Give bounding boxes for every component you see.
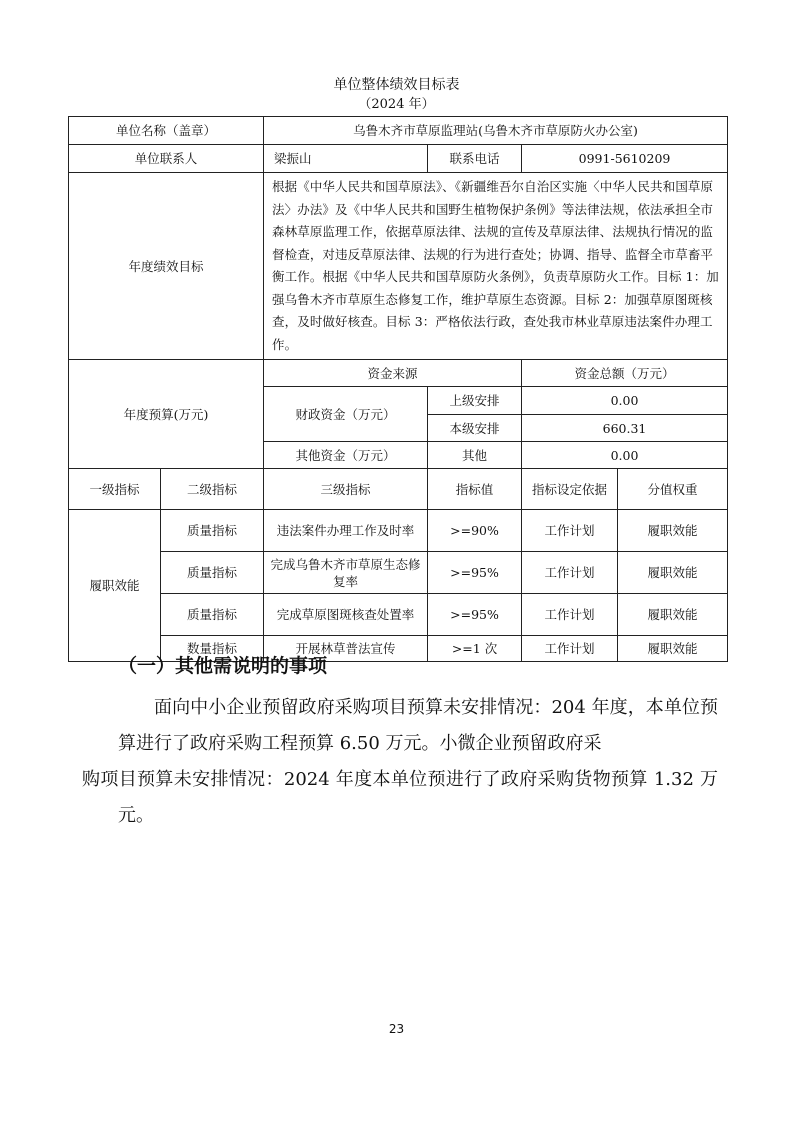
other-fund-sub: 其他 xyxy=(428,442,522,469)
indicator-weight: 履职效能 xyxy=(618,636,728,662)
page-number: 23 xyxy=(388,1022,405,1036)
body-paragraph xyxy=(82,690,718,834)
fund-source-header: 资金来源 xyxy=(264,360,522,387)
unit-name-label: 单位名称（盖章） xyxy=(69,117,264,145)
indicator-basis: 工作计划 xyxy=(522,594,618,636)
level2-indicator: 质量指标 xyxy=(161,510,264,552)
indicator-basis: 工作计划 xyxy=(522,636,618,662)
indicator-value: >=95% xyxy=(428,594,522,636)
level2-indicator: 数量指标 xyxy=(161,636,264,662)
indicator-weight: 履职效能 xyxy=(618,510,728,552)
indicator-weight: 履职效能 xyxy=(618,594,728,636)
contact-label: 单位联系人 xyxy=(69,145,264,173)
fund-total-header: 资金总额（万元） xyxy=(522,360,728,387)
header-basis: 指标设定依据 xyxy=(522,469,618,510)
indicator-value: >=95% xyxy=(428,552,522,594)
level3-indicator: 开展林草普法宣传 xyxy=(264,636,428,662)
indicator-value: >=90% xyxy=(428,510,522,552)
level3-indicator: 违法案件办理工作及时率 xyxy=(264,510,428,552)
other-fund-label: 其他资金（万元） xyxy=(264,442,428,469)
own-allocation-label: 本级安排 xyxy=(428,415,522,442)
header-level2: 二级指标 xyxy=(161,469,264,510)
fiscal-fund-label: 财政资金（万元） xyxy=(264,387,428,442)
phone-value: 0991-5610209 xyxy=(522,145,728,173)
indicator-weight: 履职效能 xyxy=(618,552,728,594)
phone-label: 联系电话 xyxy=(428,145,522,173)
indicator-basis: 工作计划 xyxy=(522,552,618,594)
table-title: 单位整体绩效目标表 xyxy=(333,77,460,93)
indicator-basis: 工作计划 xyxy=(522,510,618,552)
header-weight: 分值权重 xyxy=(618,469,728,510)
body-paragraph-line2: 购项目预算未安排情况：2024 年度本单位预进行了政府采购货物预算 1.32 万元。 xyxy=(82,769,718,826)
indicator-value: >=1 次 xyxy=(428,636,522,662)
upper-allocation-value: 0.00 xyxy=(522,387,728,415)
other-fund-value: 0.00 xyxy=(522,442,728,469)
level2-indicator: 质量指标 xyxy=(161,552,264,594)
level2-indicator: 质量指标 xyxy=(161,594,264,636)
header-level3: 三级指标 xyxy=(264,469,428,510)
table-year: （2024 年） xyxy=(358,97,435,112)
annual-budget-label: 年度预算(万元) xyxy=(69,360,264,469)
header-value: 指标值 xyxy=(428,469,522,510)
upper-allocation-label: 上级安排 xyxy=(428,387,522,415)
unit-name-value: 乌鲁木齐市草原监理站(乌鲁木齐市草原防火办公室) xyxy=(264,117,728,145)
header-level1: 一级指标 xyxy=(69,469,161,510)
annual-goal-label: 年度绩效目标 xyxy=(69,173,264,360)
performance-target-table xyxy=(68,116,728,662)
level3-indicator: 完成乌鲁木齐市草原生态修复率 xyxy=(264,552,428,594)
section-heading: （一）其他需说明的事项 xyxy=(118,655,328,677)
level1-indicator: 履职效能 xyxy=(69,510,161,662)
annual-goal-text: 根据《中华人民共和国草原法》、《新疆维吾尔自治区实施〈中华人民共和国草原法〉办法》及《中华人民共和国野生植物保护条例》等法律法规，依法承担全市森林草原监理工作，依据草原法律、法规的宣传及草原法律、法规执行情况的监督检查，对违反草原法律、法规的行为进行查处；协调、指导、监督全市草畜平衡工作。根据《中华人民共和国草原防火条例》，负责草原防火工作。目标 1：加强乌鲁木齐市草原生态修复工作，维护草原生态资源。目标 2：加强草原图斑核查，及时做好核查。目标 3：严格依法行政，查处我市林业草原违法案件办理工作。 xyxy=(264,173,728,360)
level3-indicator: 完成草原图斑核查处置率 xyxy=(264,594,428,636)
own-allocation-value: 660.31 xyxy=(522,415,728,442)
contact-value: 梁振山 xyxy=(264,145,428,173)
body-paragraph-line1: 面向中小企业预留政府采购项目预算未安排情况：204 年度，本单位预算进行了政府采购工程预算 6.50 万元。小微企业预留政府采 xyxy=(118,697,718,754)
